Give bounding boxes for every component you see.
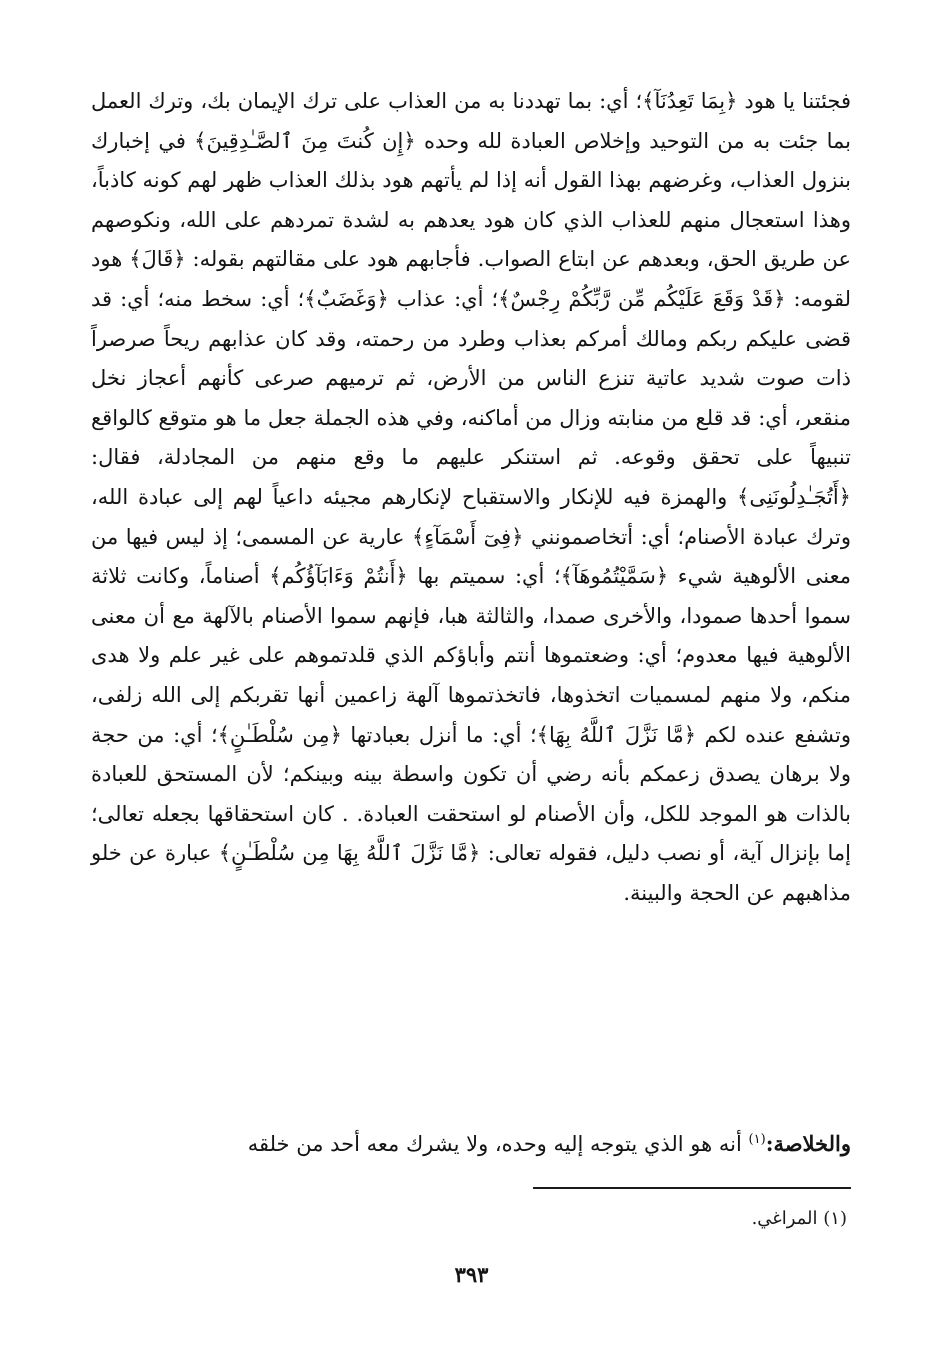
footnote-number: (١) bbox=[823, 1208, 847, 1229]
footnote-text: المراغي. bbox=[751, 1208, 818, 1229]
page-number: ٣٩٣ bbox=[454, 1262, 489, 1287]
summary-label: والخلاصة: bbox=[765, 1131, 851, 1156]
footnote-reference: (١) bbox=[748, 1132, 766, 1147]
summary-text: أنه هو الذي يتوجه إليه وحده، ولا يشرك معه أحد من خلقه bbox=[247, 1132, 742, 1156]
footnote-item bbox=[752, 1206, 847, 1232]
footnote-separator bbox=[533, 1187, 851, 1189]
main-paragraph: فجئتنا يا هود ﴿بِمَا تَعِدُنَآ﴾؛ أي: بما تهددنا به من العذاب على ترك الإيمان بك، وترك العمل بما جئت به من التوحيد وإخلاص العبادة لله وحده ﴿إِن كُنتَ مِنَ ٱلصَّـٰدِقِينَ﴾ في إخبارك بنزول العذاب، وغرضهم بهذا القول أنه إذا لم يأتهم هود بذلك العذاب ظهر لهم كونه كاذباً، وهذا استعجال منهم للعذاب الذي كان هود يعدهم به لشدة تمردهم على الله، ونكوصهم عن طريق الحق، وبعدهم عن ابتاع الصواب. فأجابهم هود على مقالتهم بقوله: ﴿قَالَ﴾ هود لقومه: ﴿قَدْ وَقَعَ عَلَيْكُم مِّن رَّبِّكُمْ رِجْسٌ﴾؛ أي: عذاب ﴿وَغَضَبٌ﴾؛ أي: سخط منه؛ أي: قد قضى عليكم ربكم ومالك أمركم بعذاب وطرد من رحمته، وقد كان عذابهم ريحاً صرصراً ذات صوت شديد عاتية تنزع الناس من الأرض، ثم ترميهم صرعى كأنهم أعجاز نخل منقعر، أي: قد قلع من منابته وزال من أماكنه، وفي هذه الجملة جعل ما هو متوقع كالواقع تنبيهاً على تحقق وقوعه. ثم استنكر عليهم ما وقع منهم من المجادلة، فقال: ﴿أَتُجَـٰدِلُونَنِى﴾ والهمزة فيه للإنكار والاستقباح لإنكارهم مجيئه داعياً لهم إلى عبادة الله، وترك عبادة الأصنام؛ أي: أتخاصمونني ﴿فِىٓ أَسْمَآءٍ﴾ عارية عن المسمى؛ إذ ليس فيها من معنى الألوهية شيء ﴿سَمَّيْتُمُوهَآ﴾؛ أي: سميتم بها ﴿أَنتُمْ وَءَابَآؤُكُم﴾ أصناماً، وكانت ثلاثة سموا أحدها صمودا، والأخرى صمدا، والثالثة هبا، فإنهم سموا الأصنام بالآلهة مع أن معنى الألوهية فيها معدوم؛ أي: وضعتموها أنتم وأباؤكم الذي قلدتموهم على غير علم ولا هدى منكم، ولا منهم لمسميات اتخذوها، فاتخذتموها آلهة زاعمين أنها تقربكم إلى الله زلفى، وتشفع عنده لكم ﴿مَّا نَزَّلَ ٱللَّهُ بِهَا﴾؛ أي: ما أنزل بعبادتها ﴿مِن سُلْطَـٰنٍ﴾؛ أي: من حجة ولا برهان يصدق زعمكم بأنه رضي أن تكون واسطة بينه وبينكم؛ لأن المستحق للعبادة بالذات هو الموجد للكل، وأن الأصنام لو استحقت العبادة. . كان استحقاقها بجعله تعالى؛ إما بإنزال آية، أو نصب دليل، فقوله تعالى: ﴿مَّا نَزَّلَ ٱللَّهُ بِهَا مِن سُلْطَـٰنٍ﴾ عبارة عن خلو مذاهبهم عن الحجة والبينة. bbox=[91, 89, 851, 905]
summary-line bbox=[91, 1124, 851, 1164]
